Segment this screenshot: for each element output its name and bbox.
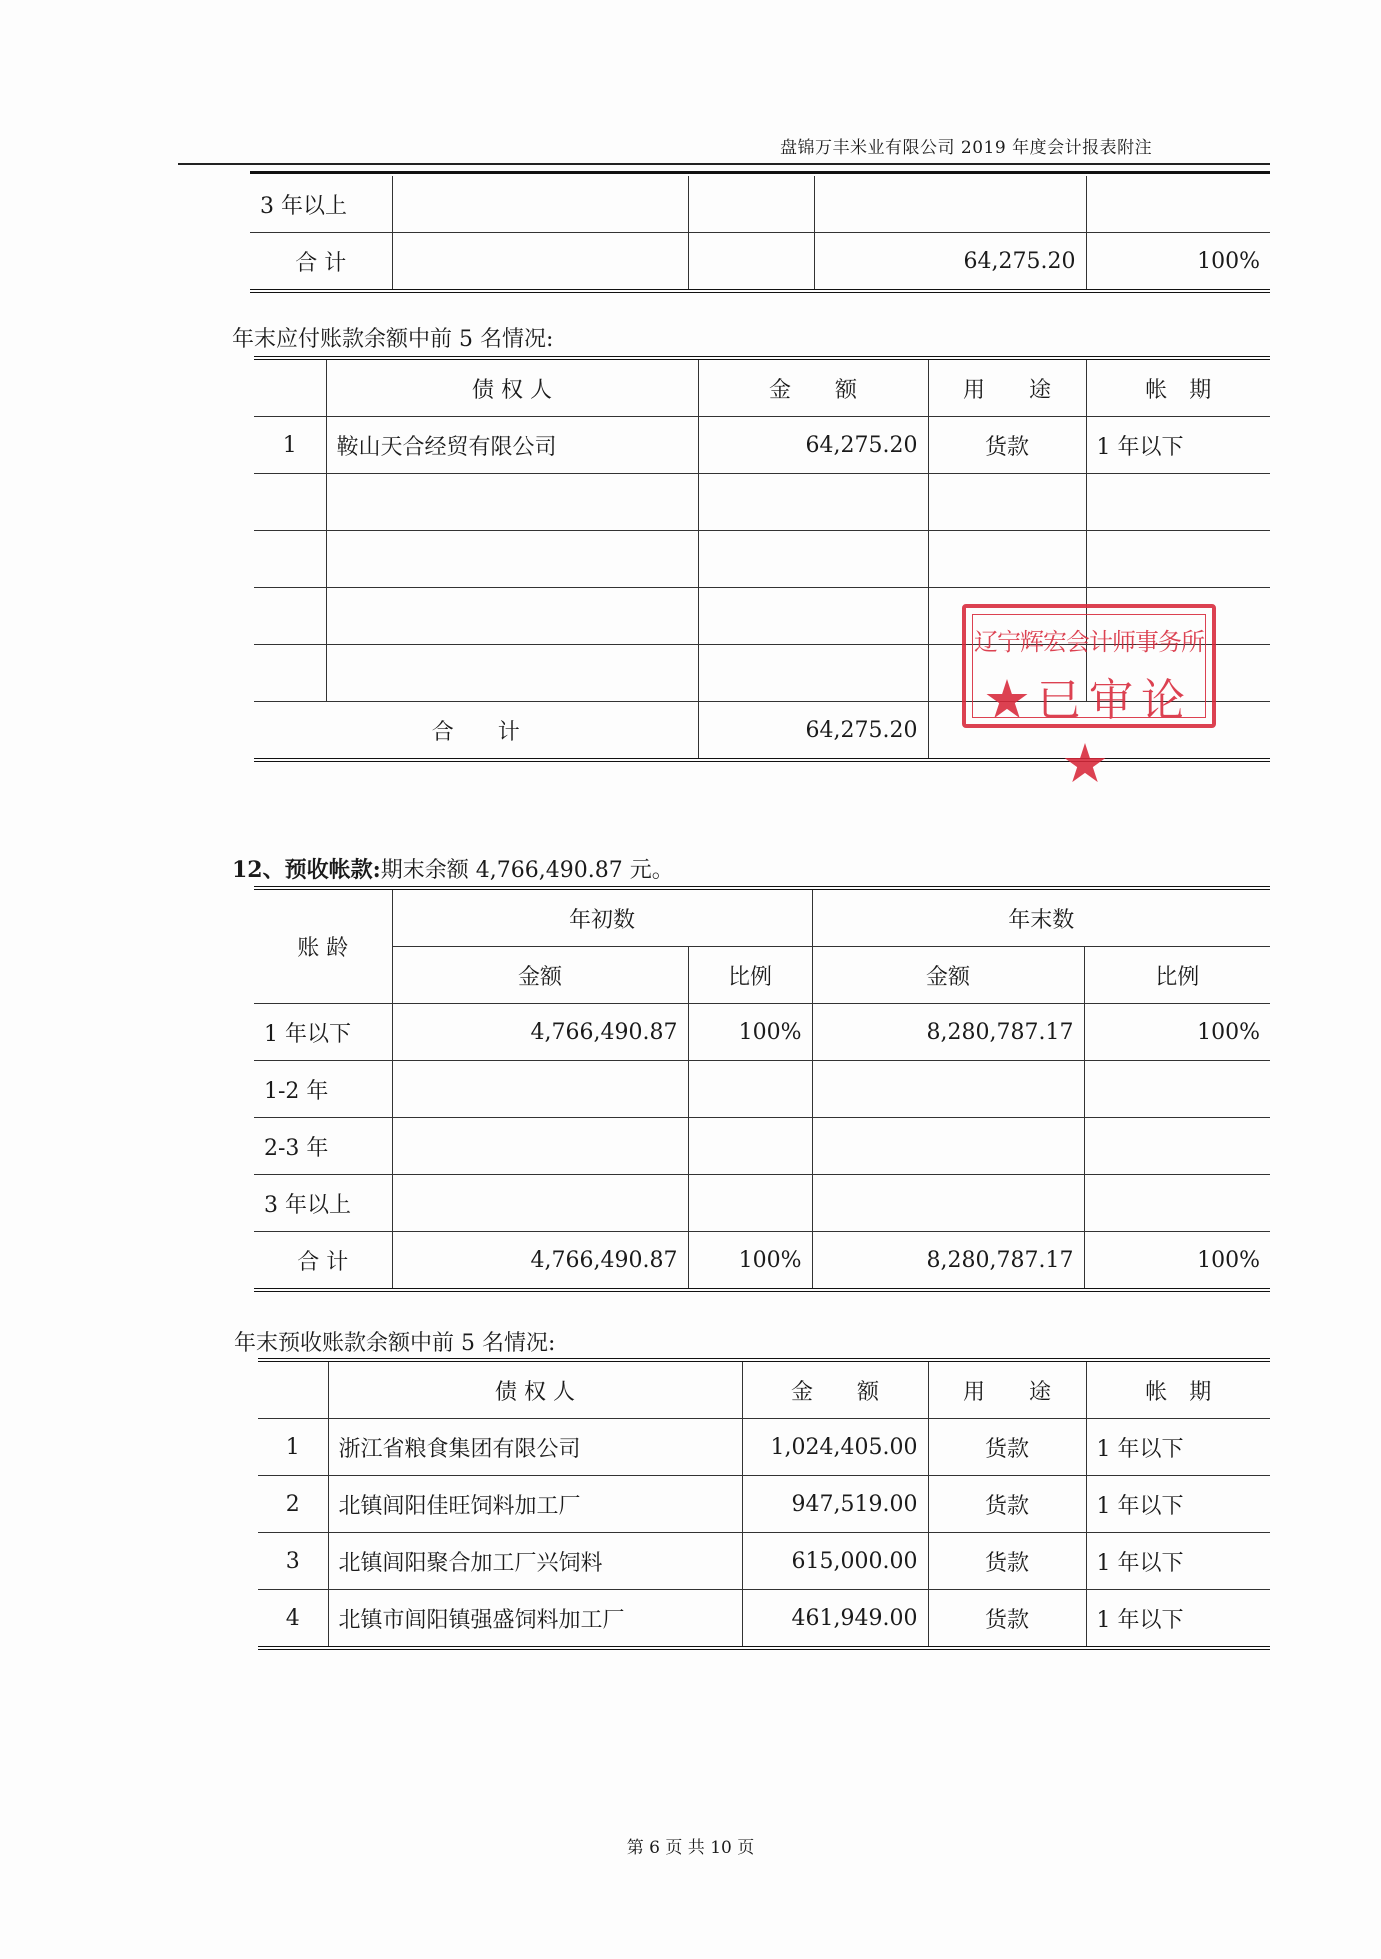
header-rule-double bbox=[250, 171, 1270, 174]
table-row: 2 北镇闾阳佳旺饲料加工厂 947,519.00 货款 1 年以下 bbox=[258, 1476, 1270, 1533]
total-label: 合 计 bbox=[254, 1232, 392, 1291]
total-ratio: 100% bbox=[1086, 233, 1270, 292]
table-row bbox=[254, 531, 1270, 588]
total-label: 合 计 bbox=[254, 702, 698, 761]
table-header-row bbox=[254, 888, 1270, 947]
advance-receipts-aging-table bbox=[254, 886, 1270, 1292]
col-header-amount: 金额 bbox=[812, 947, 1084, 1004]
col-header-ratio: 比例 bbox=[1084, 947, 1270, 1004]
receipts-top5-title: 年末预收账款余额中前 5 名情况: bbox=[234, 1331, 556, 1356]
section-12-title bbox=[232, 853, 674, 884]
table-row: 4 北镇市闾阳镇强盛饲料加工厂 461,949.00 货款 1 年以下 bbox=[258, 1590, 1270, 1649]
table-row bbox=[250, 176, 1270, 233]
page-header: 盘锦万丰米业有限公司 2019 年度会计报表附注 bbox=[780, 138, 1153, 158]
table-row: 3 年以上 bbox=[254, 1175, 1270, 1232]
table-row-total bbox=[250, 233, 1270, 292]
col-header-creditor: 债 权 人 bbox=[328, 1360, 742, 1419]
receipts-top5-table bbox=[258, 1358, 1270, 1650]
table-row: 1 年以下 4,766,490.87 100% 8,280,787.17 100% bbox=[254, 1004, 1270, 1061]
col-header-amount: 金 额 bbox=[698, 358, 928, 417]
aging-label: 3 年以上 bbox=[250, 176, 392, 233]
total-amount: 64,275.20 bbox=[814, 233, 1086, 292]
table-subheader-row bbox=[254, 947, 1270, 1004]
col-header-ratio: 比例 bbox=[688, 947, 812, 1004]
table-row: 3 北镇闾阳聚合加工厂兴饲料 615,000.00 货款 1 年以下 bbox=[258, 1533, 1270, 1590]
total-label: 合 计 bbox=[250, 233, 392, 292]
table-row: 1 浙江省粮食集团有限公司 1,024,405.00 货款 1 年以下 bbox=[258, 1419, 1270, 1476]
table-header-row bbox=[258, 1360, 1270, 1419]
table-row-total: 合 计 4,766,490.87 100% 8,280,787.17 100% bbox=[254, 1232, 1270, 1291]
col-header-age: 账 龄 bbox=[254, 888, 392, 1004]
payable-top5-title: 年末应付账款余额中前 5 名情况: bbox=[232, 327, 554, 352]
col-header-term: 帐 期 bbox=[1086, 358, 1270, 417]
col-header-amount: 金 额 bbox=[742, 1360, 928, 1419]
col-header-purpose: 用 途 bbox=[928, 1360, 1086, 1419]
aging-table-continued bbox=[250, 176, 1270, 293]
stamp-audited-text: ★已审论★ bbox=[985, 675, 1193, 790]
header-rule bbox=[178, 163, 1270, 165]
table-row bbox=[254, 474, 1270, 531]
table-header-row bbox=[254, 358, 1270, 417]
col-header-purpose: 用 途 bbox=[928, 358, 1086, 417]
col-header-beginning: 年初数 bbox=[392, 888, 812, 947]
col-header-ending: 年末数 bbox=[812, 888, 1270, 947]
table-row: 1 鞍山天合经贸有限公司 64,275.20 货款 1 年以下 bbox=[254, 417, 1270, 474]
audit-stamp bbox=[962, 604, 1216, 790]
section-summary: 期末余额 4,766,490.87 元。 bbox=[380, 858, 674, 883]
col-header-creditor: 债 权 人 bbox=[326, 358, 698, 417]
table-row: 2-3 年 bbox=[254, 1118, 1270, 1175]
col-header-term: 帐 期 bbox=[1086, 1360, 1270, 1419]
page-number: 第 6 页 共 10 页 bbox=[626, 1838, 755, 1858]
col-header-amount: 金额 bbox=[392, 947, 688, 1004]
section-number: 12、预收帐款: bbox=[232, 857, 381, 883]
stamp-firm-name: 辽宁辉宏会计师事务所 bbox=[974, 628, 1204, 656]
table-row: 1-2 年 bbox=[254, 1061, 1270, 1118]
total-amount: 64,275.20 bbox=[698, 702, 928, 761]
